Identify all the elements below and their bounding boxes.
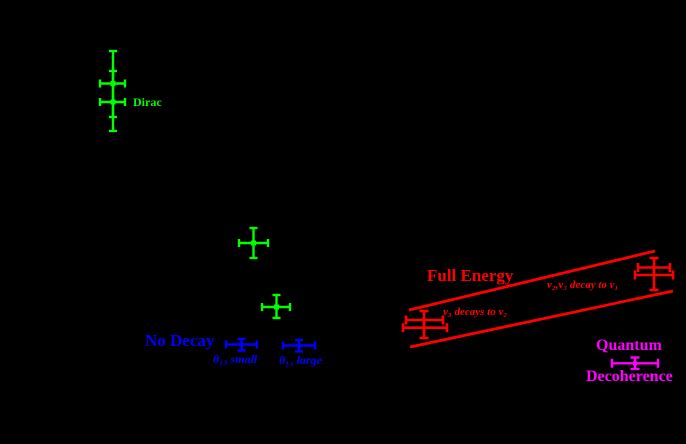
red-point-nu23-decay <box>635 258 673 290</box>
dirac-point-lower <box>100 71 125 131</box>
blue-point-theta13-large <box>283 340 315 352</box>
magenta-point-decoherence-marker <box>633 361 637 365</box>
no-decay-green-point-middle <box>239 228 268 258</box>
nu23-decay-to-nu1-label: ν₂,ν₃ decay to ν₁ <box>547 279 619 291</box>
blue-point-theta13-small <box>226 339 257 351</box>
full-energy-label: Full Energy <box>427 266 514 285</box>
red-point-nu3-decays <box>403 311 447 338</box>
quantum-label: Quantum <box>596 337 662 354</box>
dirac-label: Dirac <box>133 95 162 109</box>
no-decay-label: No Decay <box>145 331 215 350</box>
decoherence-label: Decoherence <box>586 368 673 385</box>
no-decay-green-point-lower <box>262 295 290 318</box>
blue-point-theta13-small-marker <box>240 343 244 347</box>
theta13-large-label: θ₁₃ large <box>279 353 322 367</box>
no-decay-green-point-middle-marker <box>251 241 256 246</box>
blue-point-theta13-large-marker <box>297 344 301 348</box>
nu3-decays-to-nu2-label: ν₃ decays to ν₂ <box>443 306 508 318</box>
no-decay-green-point-lower-marker <box>274 305 279 310</box>
dirac-point-lower-marker <box>111 100 116 105</box>
theta13-small-label: θ₁₃ small <box>213 352 258 366</box>
